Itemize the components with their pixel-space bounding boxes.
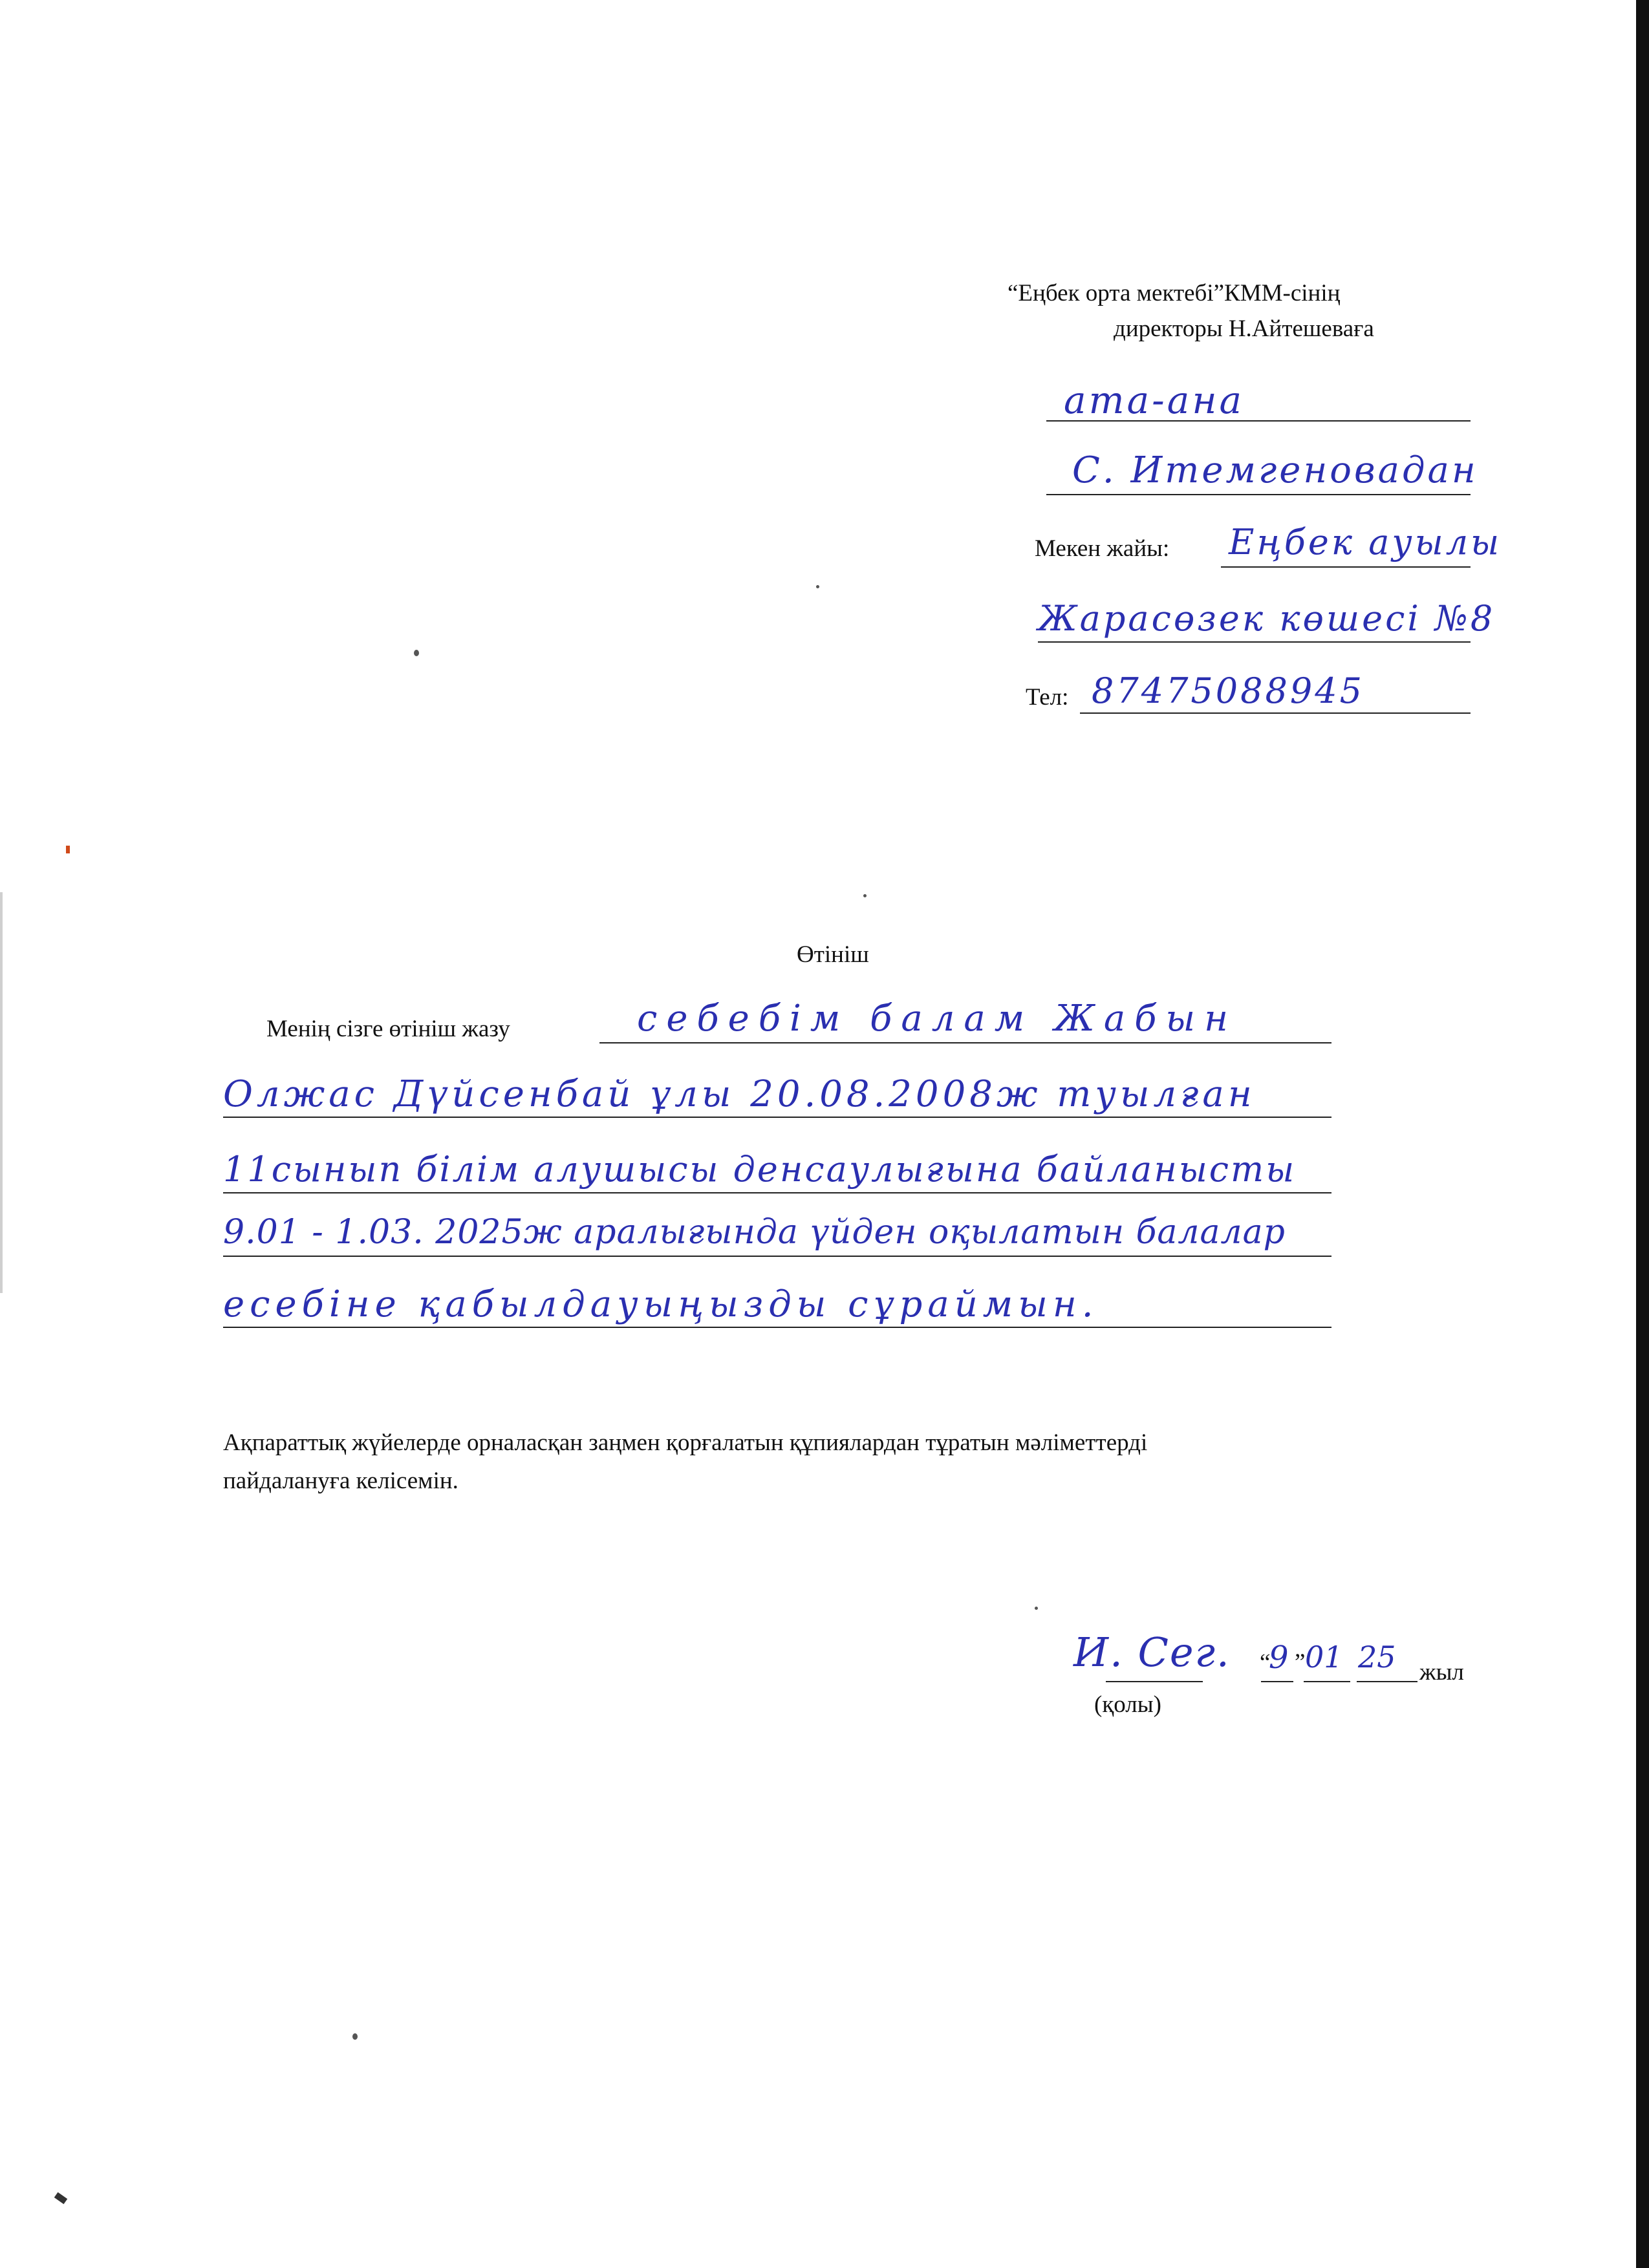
scan-speck — [1035, 1607, 1038, 1610]
date-month-handwritten: 01 — [1305, 1640, 1343, 1674]
body-underline-5 — [223, 1327, 1331, 1328]
phone-label: Тел: — [1026, 684, 1069, 711]
body-handwritten-line-3: 11сынып білім алушысы денсаулығына байланысты — [223, 1149, 1297, 1190]
document-title: Өтініш — [797, 941, 869, 968]
scan-edge-left-mark — [0, 892, 3, 1293]
body-underline-2 — [223, 1117, 1331, 1118]
addressee-line-2: директоры Н.Айтешеваға — [1114, 316, 1374, 342]
date-month-underline — [1304, 1681, 1350, 1682]
addressee-line-1: “Еңбек орта мектебі”КММ-сінің — [1008, 280, 1341, 306]
scan-speck — [863, 894, 867, 897]
body-underline-4 — [223, 1256, 1331, 1257]
address-handwritten-2: Жарасөзек көшесі №8 — [1038, 598, 1496, 639]
body-handwritten-line-5: есебіне қабылдауыңызды сұраймын. — [223, 1283, 1099, 1325]
scan-speck — [352, 2033, 358, 2040]
signature-caption: (қолы) — [1094, 1691, 1161, 1718]
date-suffix: жыл — [1419, 1659, 1464, 1685]
address-underline-1 — [1221, 566, 1471, 568]
body-handwritten-line-4: 9.01 - 1.03. 2025ж аралығында үйден оқылатын балалар — [223, 1213, 1286, 1252]
address-underline-2 — [1038, 641, 1471, 643]
body-underline-3 — [223, 1192, 1331, 1193]
consent-line-2: пайдалануға келісемін. — [223, 1468, 458, 1494]
signature-handwritten: И. Сег. — [1073, 1629, 1231, 1676]
scan-speck — [414, 650, 419, 656]
address-label: Мекен жайы: — [1035, 535, 1170, 562]
body-handwritten-line-1: себебім балам Жабын — [637, 998, 1237, 1040]
date-open-quote: “ — [1260, 1649, 1271, 1676]
address-handwritten-1: Еңбек ауылы — [1229, 522, 1502, 562]
consent-line-1: Ақпараттық жүйелерде орналасқан заңмен қорғалатын құпиялардан тұратын мәліметтерді — [223, 1429, 1148, 1456]
body-underline-1 — [599, 1042, 1331, 1043]
body-handwritten-line-2: Олжас Дүйсенбай ұлы 20.08.2008ж туылған — [223, 1073, 1256, 1115]
date-close-quote: ” — [1295, 1649, 1306, 1676]
signature-underline — [1106, 1681, 1203, 1682]
date-year-handwritten: 25 — [1358, 1640, 1396, 1674]
phone-underline — [1080, 712, 1471, 714]
applicant-name-handwritten: С. Итемгеновадан — [1072, 449, 1478, 491]
applicant-name-underline — [1046, 494, 1471, 495]
applicant-role-handwritten: ата-ана — [1064, 378, 1245, 422]
scan-edge-right — [1636, 0, 1649, 2268]
date-day-underline — [1261, 1681, 1293, 1682]
scan-mark — [54, 2192, 67, 2205]
scan-speck — [816, 585, 819, 588]
date-day-handwritten: 9 — [1269, 1640, 1289, 1676]
applicant-role-underline — [1046, 420, 1471, 422]
scan-mark — [66, 846, 70, 853]
date-year-underline — [1357, 1681, 1417, 1682]
body-lead-text: Менің сізге өтініш жазу — [266, 1016, 510, 1042]
phone-handwritten: 87475088945 — [1092, 670, 1364, 711]
